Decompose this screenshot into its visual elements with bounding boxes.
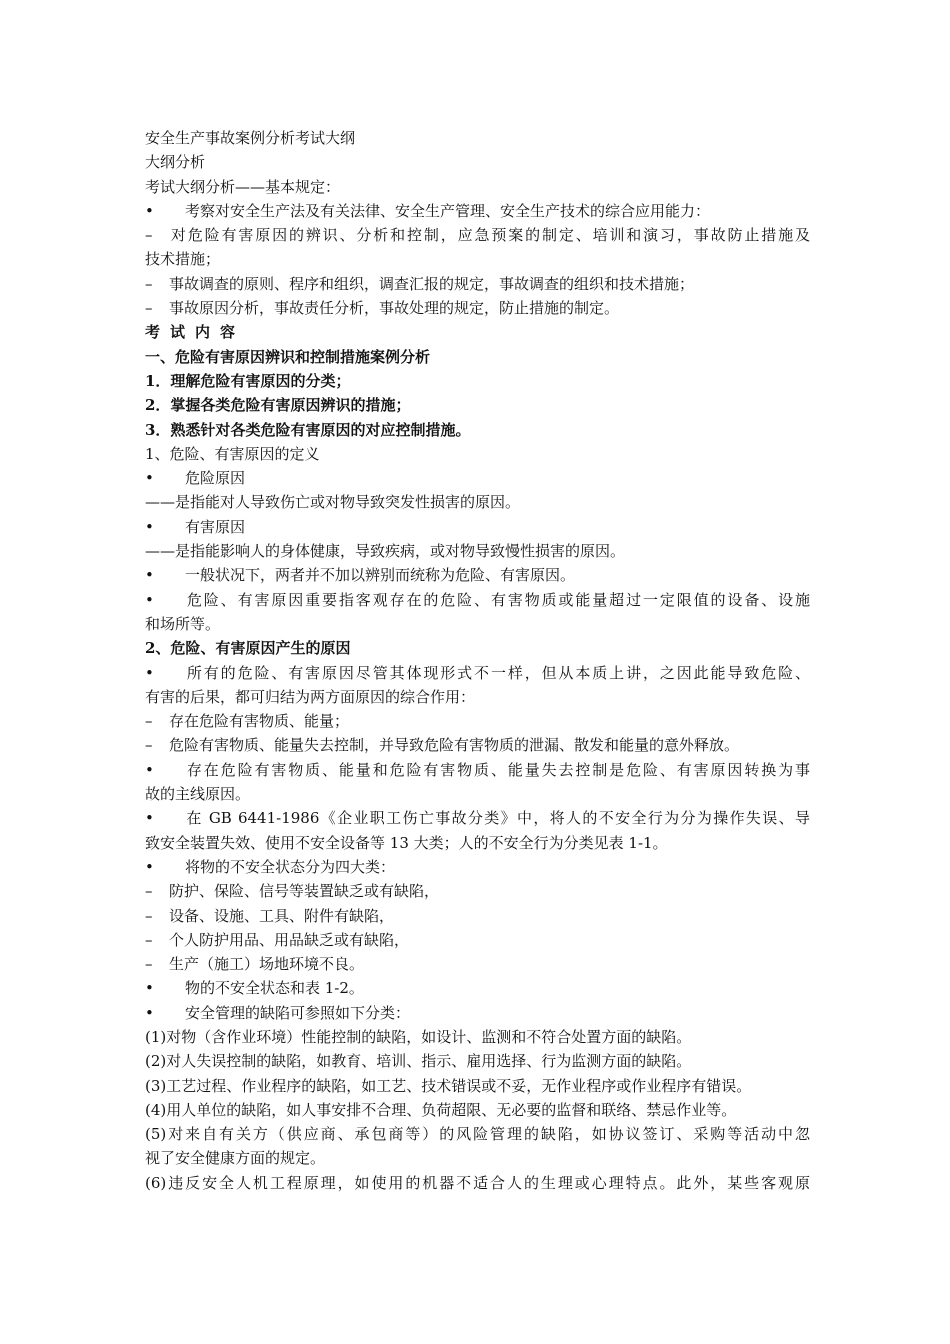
bullet-item: • 危险原因 [145,466,810,490]
numbered-paragraph: (1)对物（含作业环境）性能控制的缺陷，如设计、监测和不符合处置方面的缺陷。 [145,1027,692,1046]
bullet-item: • 安全管理的缺陷可参照如下分类： [145,1001,810,1025]
bullet-icon: • [145,663,154,682]
numbered-paragraph: (2)对人失误控制的缺陷，如教育、培训、指示、雇用选择、行为监测方面的缺陷。 [145,1052,692,1071]
dash-item: – 个人防护用品、用品缺乏或有缺陷， [145,928,810,952]
bullet-item: • 将物的不安全状态分为四大类： [145,855,810,879]
numbered-paragraph: (5)对来自有关方（供应商、承包商等）的风险管理的缺陷，如协议签订、采购等活动中忽 [145,1125,810,1144]
paragraph: 考试大纲分析——基本规定： [145,177,341,196]
paragraph-continuation: 技术措施； [145,250,221,269]
bullet-item: • 所有的危险、有害原因尽管其体现形式不一样，但从本质上讲，之因此能导致危险、 [145,661,810,685]
dash-icon: – [145,226,153,245]
dash-item: – 危险有害物质、能量失去控制，并导致危险有害物质的泄漏、散发和能量的意外释放。 [145,733,810,757]
bullet-item: • 考察对安全生产法及有关法律、安全生产管理、安全生产技术的综合应用能力： [145,199,810,223]
bullet-item: • 物的不安全状态和表 1-2。 [145,976,810,1000]
dash-icon: – [145,736,153,755]
bullet-icon: • [145,760,154,779]
paragraph-continuation: 视了安全健康方面的规定。 [145,1149,326,1168]
bullet-icon: • [145,590,154,609]
dash-icon: – [145,712,153,731]
bullet-item: • 有害原因 [145,515,810,539]
numbered-item: 1．理解危险有害原因的分类； [145,371,351,390]
bullet-icon: • [145,809,154,828]
numbered-paragraph: (6)违反安全人机工程原理，如使用的机器不适合人的生理或心理特点。此外，某些客观原 [145,1173,810,1192]
document-body [145,126,810,1195]
paragraph-continuation: 和场所等。 [145,614,221,633]
dash-item: – 存在危险有害物质、能量； [145,709,810,733]
bullet-item: • 存在危险有害物质、能量和危险有害物质、能量失去控制是危险、有害原因转换为事 [145,758,810,782]
numbered-paragraph: (4)用人单位的缺陷，如人事安排不合理、负荷超限、无必要的监督和联络、禁忌作业等。 [145,1100,737,1119]
dash-item: – 事故原因分析，事故责任分析，事故处理的规定，防止措施的制定。 [145,296,810,320]
bullet-item: • 危险、有害原因重要指客观存在的危险、有害物质或能量超过一定限值的设备、设施 [145,588,810,612]
dash-icon: – [145,299,153,318]
definition: ——是指能对人导致伤亡或对物导致突发性损害的原因。 [145,493,521,512]
document-title: 安全生产事故案例分析考试大纲 [145,129,356,147]
dash-item: – 事故调查的原则、程序和组织，调查汇报的规定，事故调查的组织和技术措施； [145,272,810,296]
dash-item: – 生产（施工）场地环境不良。 [145,952,810,976]
section-heading: 一、危险有害原因辨识和控制措施案例分析 [145,347,431,366]
dash-item: – 设备、设施、工具、附件有缺陷， [145,904,810,928]
dash-icon: – [145,882,153,901]
numbered-item: 3．熟悉针对各类危险有害原因的对应控制措施。 [145,420,471,439]
bullet-icon: • [145,857,154,876]
bullet-icon: • [145,566,154,585]
paragraph-continuation: 故的主线原因。 [145,785,251,804]
dash-icon: – [145,274,153,293]
bullet-icon: • [145,979,154,998]
bullet-icon: • [145,1003,154,1022]
numbered-item: 2．掌握各类危险有害原因辨识的措施； [145,396,411,415]
dash-item: – 对危险有害原因的辨识、分析和控制，应急预案的制定、培训和演习，事故防止措施及 [145,223,810,247]
exam-content-heading: 考试内容 [145,323,246,342]
definition: ——是指能影响人的身体健康，导致疾病，或对物导致慢性损害的原因。 [145,542,626,561]
dash-icon: – [145,906,153,925]
dash-item: – 防护、保险、信号等装置缺乏或有缺陷， [145,879,810,903]
section-heading: 大纲分析 [145,153,206,172]
subsection-heading: 2、危险、有害原因产生的原因 [145,639,351,658]
dash-icon: – [145,955,153,974]
bullet-item: • 一般状况下，两者并不加以辨别而统称为危险、有害原因。 [145,563,810,587]
paragraph-continuation: 致安全装置失效、使用不安全设备等 13 大类；人的不安全行为分类见表 1-1。 [145,833,668,852]
bullet-icon: • [145,469,154,488]
bullet-item: • 在 GB 6441-1986《企业职工伤亡事故分类》中，将人的不安全行为分为操作失误、导 [145,806,810,830]
dash-icon: – [145,930,153,949]
subsection-heading: 1、危险、有害原因的定义 [145,444,320,463]
paragraph-continuation: 有害的后果，都可归结为两方面原因的综合作用： [145,687,476,706]
bullet-icon: • [145,201,154,220]
numbered-paragraph: (3)工艺过程、作业程序的缺陷，如工艺、技术错误或不妥，无作业程序或作业程序有错误。 [145,1076,752,1095]
bullet-icon: • [145,517,154,536]
